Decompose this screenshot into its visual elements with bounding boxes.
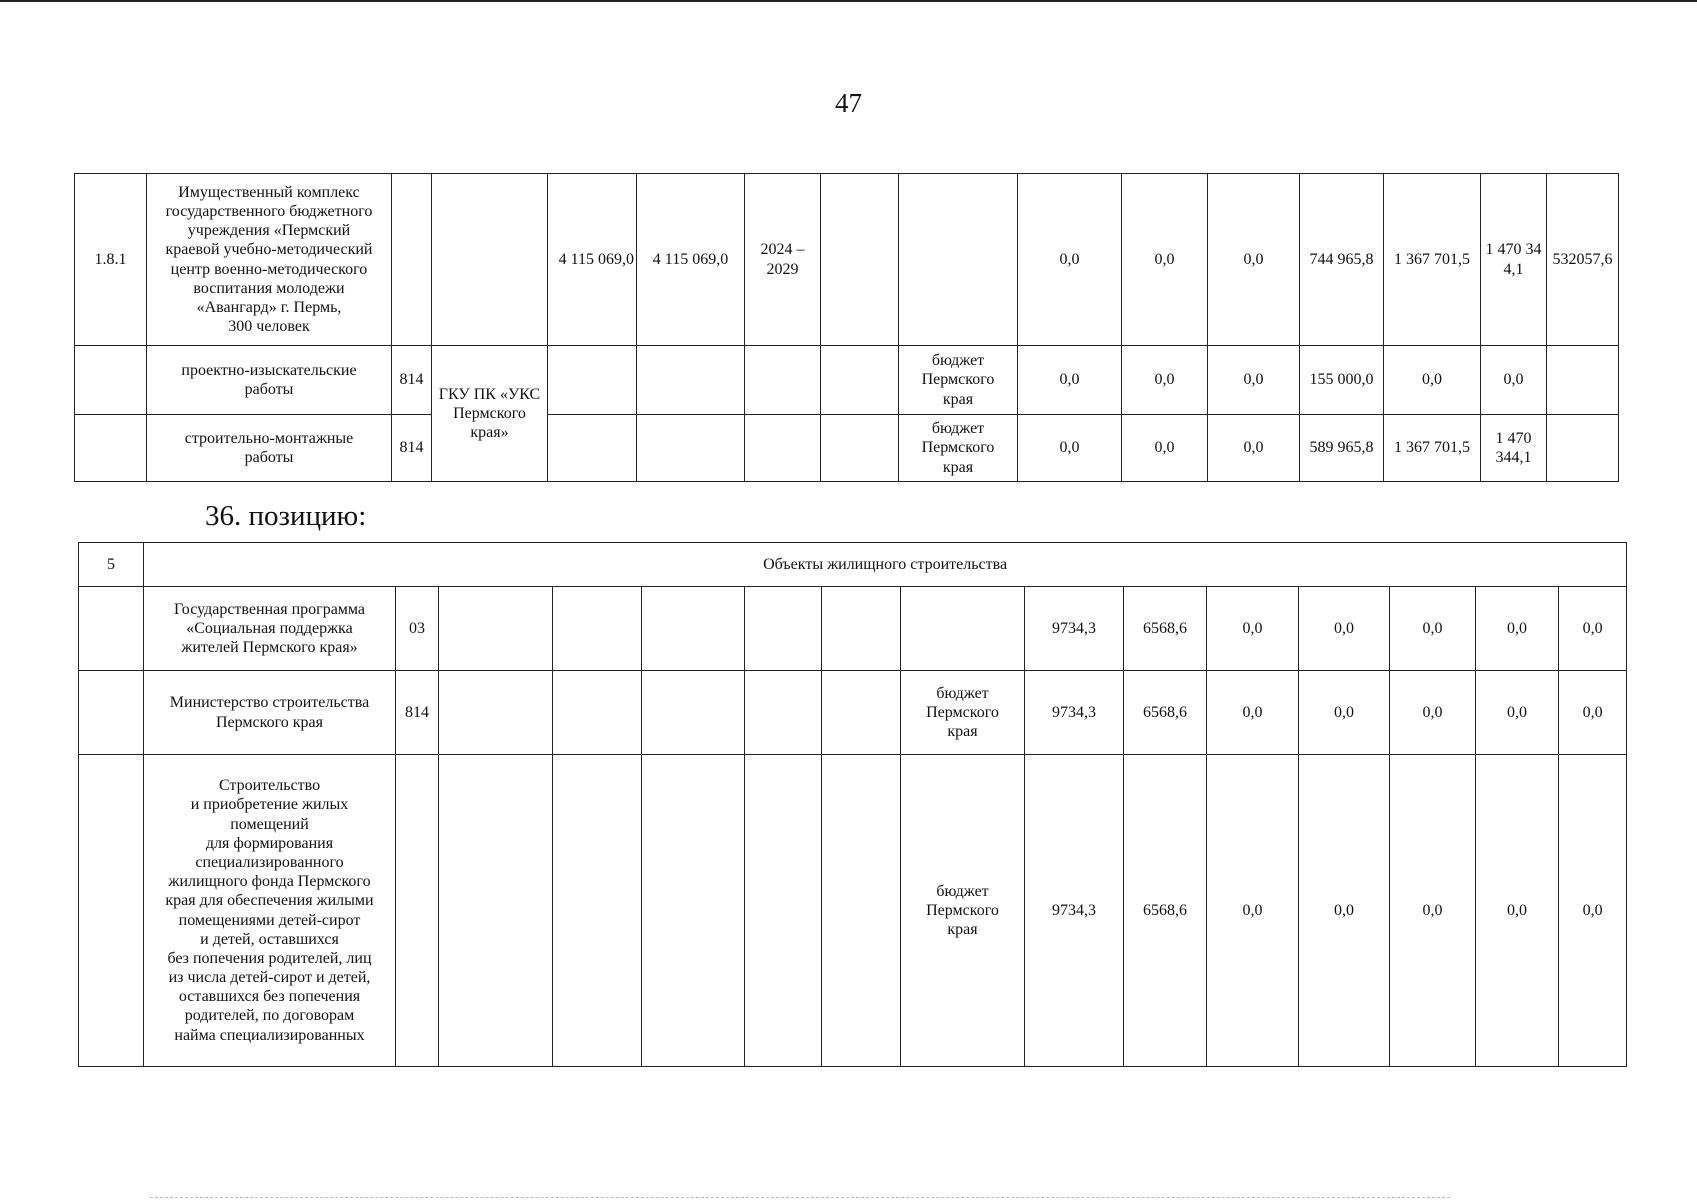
section-number: 5	[79, 543, 144, 587]
empty-cell	[745, 346, 821, 415]
value-cell: 6568,6	[1124, 587, 1207, 671]
table-row	[75, 174, 1619, 346]
budget-code: 814	[392, 346, 432, 415]
funding-source: бюджет Пермского края	[899, 415, 1018, 482]
value-cell: 0,0	[1390, 755, 1476, 1067]
empty-cell	[548, 415, 637, 482]
funding-source: бюджет Пермского края	[899, 346, 1018, 415]
value-cell: 0,0	[1208, 174, 1300, 346]
empty-cell	[637, 415, 745, 482]
empty-cell	[396, 755, 439, 1067]
value-cell: 6568,6	[1124, 755, 1207, 1067]
value-cell: 0,0	[1299, 671, 1390, 755]
empty-cell	[745, 755, 822, 1067]
empty-cell	[642, 671, 745, 755]
value-cell: 0,0	[1476, 671, 1559, 755]
scan-artifact-line	[150, 1197, 1450, 1199]
table-row	[75, 346, 1619, 415]
funding-source	[901, 587, 1025, 671]
objects-table-continued	[74, 173, 1619, 482]
program-code: 03	[396, 587, 439, 671]
table-row	[79, 755, 1627, 1067]
empty-cell	[745, 587, 822, 671]
empty-cell	[553, 587, 642, 671]
program-name: Государственная программа «Социальная поддержка жителей Пермского края»	[144, 587, 396, 671]
remaining-cost: 4 115 069,0	[637, 174, 745, 346]
empty-cell	[439, 671, 553, 755]
empty-cell	[822, 755, 901, 1067]
value-cell: 155 000,0	[1300, 346, 1384, 415]
value-cell: 6568,6	[1124, 671, 1207, 755]
value-cell: 0,0	[1018, 174, 1122, 346]
table-row	[79, 671, 1627, 755]
value-cell: 0,0	[1476, 587, 1559, 671]
value-cell: 0,0	[1299, 587, 1390, 671]
table-row	[79, 587, 1627, 671]
value-cell	[1547, 415, 1619, 482]
empty-cell	[392, 174, 432, 346]
value-cell: 9734,3	[1025, 587, 1124, 671]
budget-code: 814	[392, 415, 432, 482]
empty-cell	[821, 415, 899, 482]
value-cell: 0,0	[1481, 346, 1547, 415]
empty-cell	[75, 415, 147, 482]
value-cell: 1 470 344,1	[1481, 415, 1547, 482]
empty-cell	[899, 174, 1018, 346]
value-cell	[1547, 346, 1619, 415]
empty-cell	[637, 346, 745, 415]
value-cell: 0,0	[1299, 755, 1390, 1067]
table-row	[79, 543, 1627, 587]
value-cell: 1 367 701,5	[1384, 415, 1481, 482]
value-cell: 0,0	[1559, 587, 1627, 671]
section-title: Объекты жилищного строительства	[144, 543, 1627, 587]
value-cell: 0,0	[1208, 346, 1300, 415]
measure-name: Строительство и приобретение жилых помещений для формирования специализированного жилищного фонда Пермского края для обеспечения жилыми помещениями детей-сирот и детей, оставшихся без попечения родителей, лиц из числа детей-сирот и детей, оставшихся без попечения родителей, по договорам найма специализированных	[144, 755, 396, 1067]
empty-cell	[822, 671, 901, 755]
value-cell: 0,0	[1384, 346, 1481, 415]
estimated-cost: 4 115 069,0	[548, 174, 637, 346]
table-row	[75, 415, 1619, 482]
funding-source: бюджет Пермского края	[901, 671, 1025, 755]
empty-cell	[553, 671, 642, 755]
row-number: 1.8.1	[75, 174, 147, 346]
value-cell: 0,0	[1207, 755, 1299, 1067]
empty-cell	[432, 174, 548, 346]
value-cell: 532057,6	[1547, 174, 1619, 346]
executor: ГКУ ПК «УКС Пермского края»	[432, 346, 548, 482]
value-cell: 0,0	[1559, 755, 1627, 1067]
empty-cell	[79, 587, 144, 671]
value-cell: 9734,3	[1025, 755, 1124, 1067]
empty-cell	[548, 346, 637, 415]
empty-cell	[439, 755, 553, 1067]
value-cell: 0,0	[1208, 415, 1300, 482]
empty-cell	[821, 174, 899, 346]
empty-cell	[745, 671, 822, 755]
value-cell: 0,0	[1018, 346, 1122, 415]
section-heading: 36. позицию:	[205, 500, 367, 532]
value-cell: 0,0	[1559, 671, 1627, 755]
value-cell: 0,0	[1122, 415, 1208, 482]
empty-cell	[553, 755, 642, 1067]
value-cell: 0,0	[1207, 671, 1299, 755]
value-cell: 1 367 701,5	[1384, 174, 1481, 346]
value-cell: 1 470 34 4,1	[1481, 174, 1547, 346]
value-cell: 9734,3	[1025, 671, 1124, 755]
value-cell: 744 965,8	[1300, 174, 1384, 346]
empty-cell	[79, 671, 144, 755]
implementation-period: 2024 – 2029	[745, 174, 821, 346]
value-cell: 0,0	[1122, 346, 1208, 415]
value-cell: 0,0	[1018, 415, 1122, 482]
funding-source: бюджет Пермского края	[901, 755, 1025, 1067]
value-cell: 0,0	[1122, 174, 1208, 346]
value-cell: 0,0	[1390, 587, 1476, 671]
budget-code: 814	[396, 671, 439, 755]
empty-cell	[642, 587, 745, 671]
page-number: 47	[835, 88, 862, 118]
scan-top-edge	[0, 0, 1697, 2]
value-cell: 589 965,8	[1300, 415, 1384, 482]
empty-cell	[745, 415, 821, 482]
value-cell: 0,0	[1390, 671, 1476, 755]
empty-cell	[79, 755, 144, 1067]
object-name: Имущественный комплекс государственного бюджетного учреждения «Пермский краевой учебно-методический центр военно-методического воспитания молодежи «Авангард» г. Пермь, 300 человек	[147, 174, 392, 346]
empty-cell	[75, 346, 147, 415]
value-cell: 0,0	[1207, 587, 1299, 671]
empty-cell	[821, 346, 899, 415]
work-type: проектно-изыскательские работы	[147, 346, 392, 415]
work-type: строительно-монтажные работы	[147, 415, 392, 482]
ministry-name: Министерство строительства Пермского края	[144, 671, 396, 755]
empty-cell	[439, 587, 553, 671]
empty-cell	[822, 587, 901, 671]
value-cell: 0,0	[1476, 755, 1559, 1067]
housing-objects-table	[78, 542, 1627, 1067]
empty-cell	[642, 755, 745, 1067]
